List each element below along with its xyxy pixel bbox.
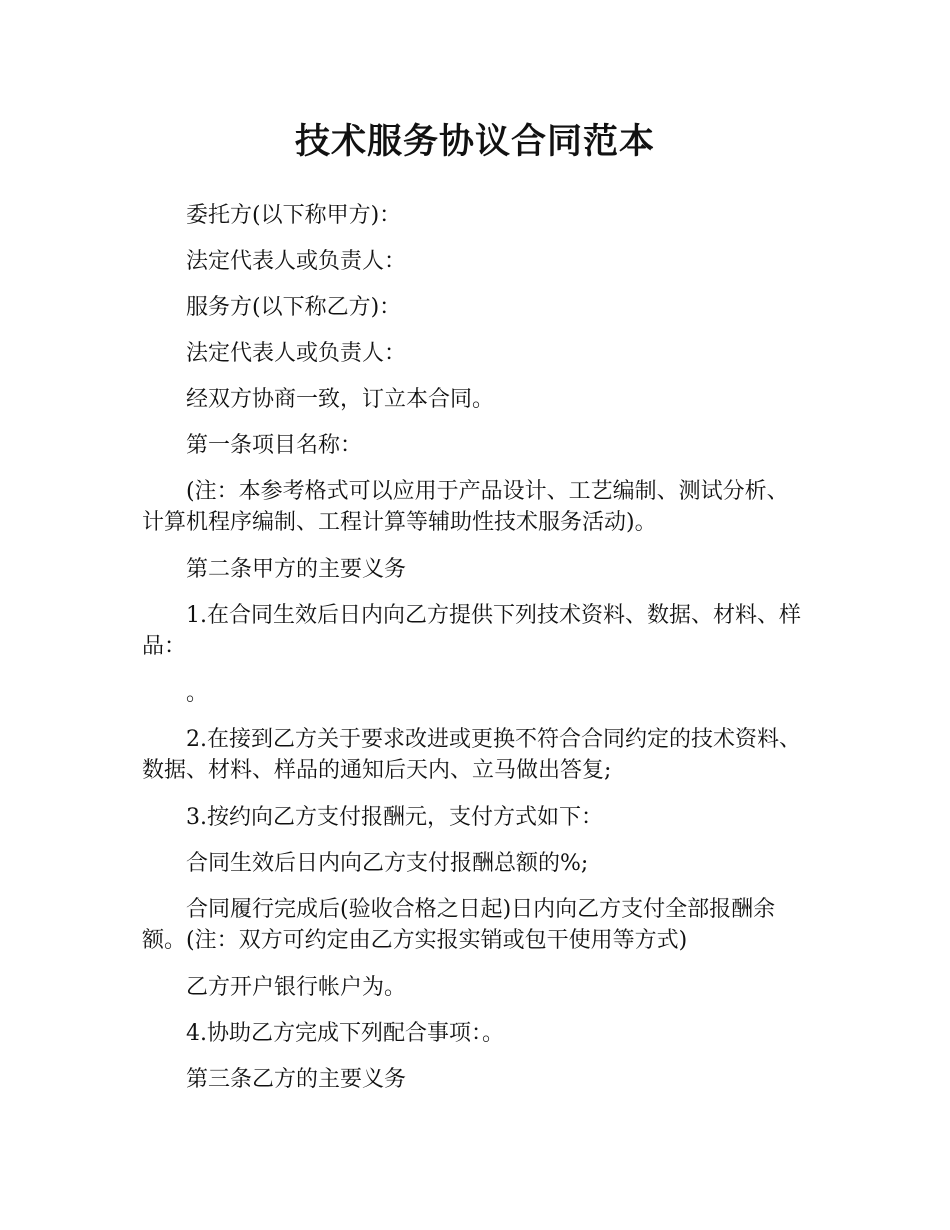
paragraph-item-1: 1.在合同生效后日内向乙方提供下列技术资料、数据、材料、样品： (142, 603, 801, 659)
paragraph-article-1: 第一条项目名称： (186, 433, 363, 458)
document-title: 技术服务协议合同范本 (294, 122, 655, 162)
paragraph-article-3: 第三条乙方的主要义务 (186, 1067, 407, 1092)
paragraph-item-2: 2.在接到乙方关于要求改进或更换不符合合同约定的技术资料、数据、材料、样品的通知后天内、立马做出答复; (142, 727, 801, 783)
paragraph-article-2: 第二条甲方的主要义务 (186, 557, 407, 582)
paragraph-service-provider: 服务方(以下称乙方)： (186, 295, 402, 320)
paragraph-provider-representative: 法定代表人或负责人： (186, 341, 407, 366)
paragraph-bank-account: 乙方开户银行帐户为。 (186, 975, 407, 1000)
paragraph-client-representative: 法定代表人或负责人： (186, 249, 407, 274)
paragraph-payment-final: 合同履行完成后(验收合格之日起)日内向乙方支付全部报酬余额。(注：双方可约定由乙方实报实销或包干使用等方式) (142, 897, 776, 953)
paragraph-client: 委托方(以下称甲方)： (186, 203, 402, 228)
paragraph-period: 。 (186, 681, 209, 706)
paragraph-payment-initial: 合同生效后日内向乙方支付报酬总额的%; (186, 851, 589, 876)
paragraph-item-3: 3.按约向乙方支付报酬元，支付方式如下： (186, 805, 603, 830)
document-body (142, 200, 808, 1110)
paragraph-agreement: 经双方协商一致，订立本合同。 (186, 387, 495, 412)
paragraph-item-4: 4.协助乙方完成下列配合事项：。 (186, 1021, 504, 1046)
paragraph-note: (注：本参考格式可以应用于产品设计、工艺编制、测试分析、计算机程序编制、工程计算等辅助性技术服务活动)。 (142, 479, 789, 535)
